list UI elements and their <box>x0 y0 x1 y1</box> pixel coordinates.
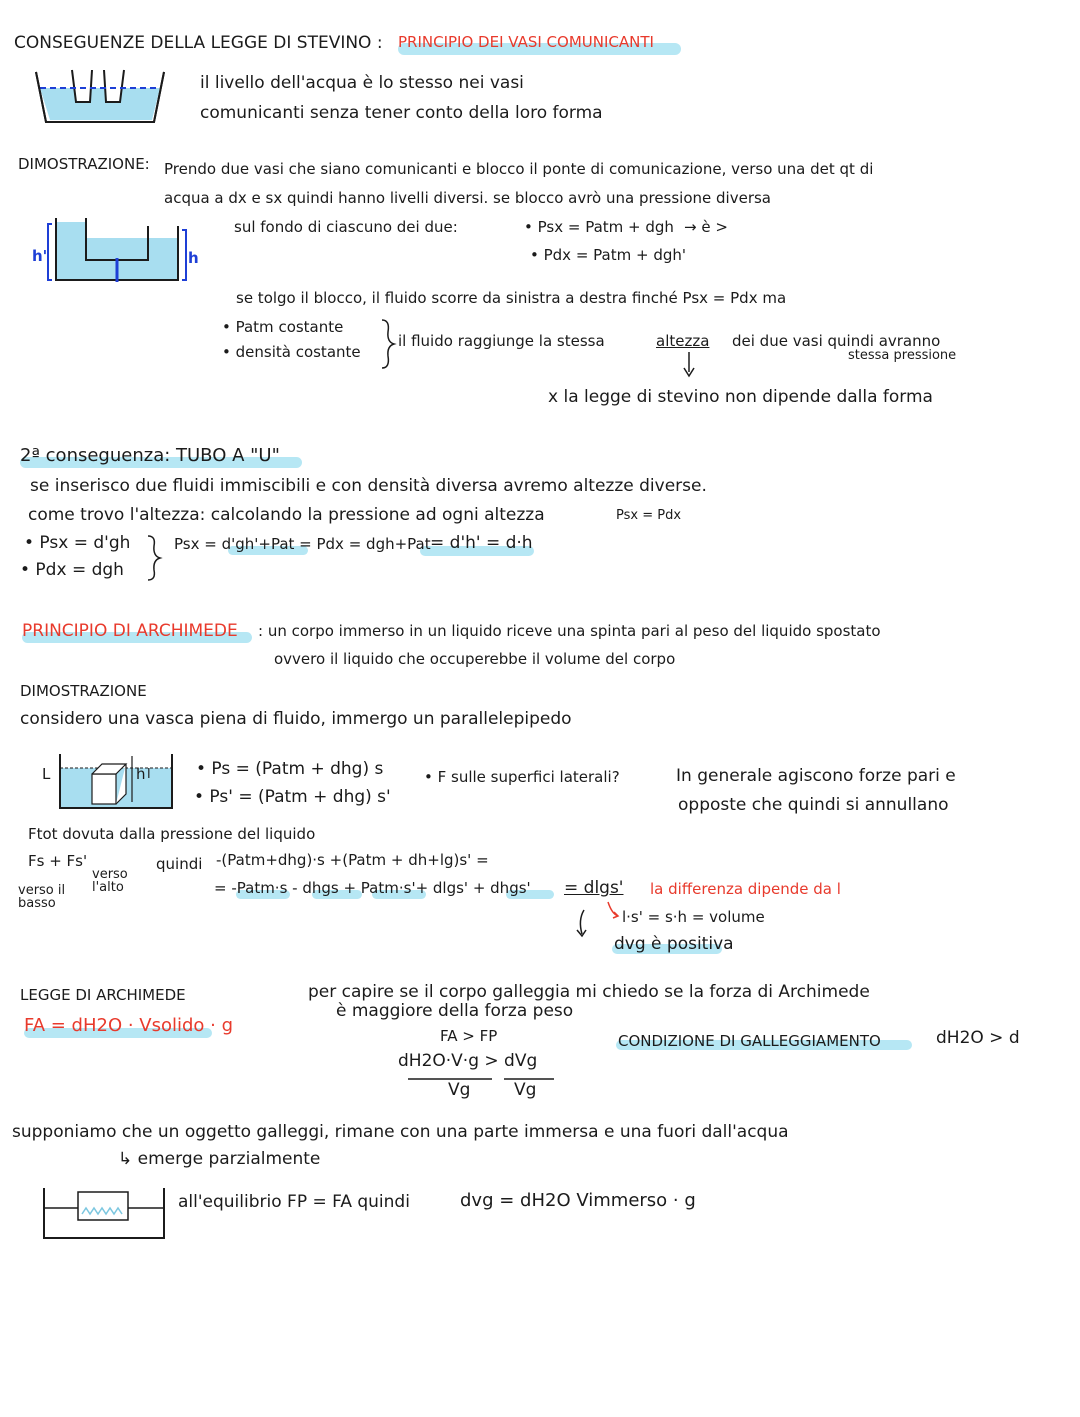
equation: • Pdx = Patm + dgh' <box>530 246 686 264</box>
conclusion: x la legge di stevino non dipende dalla forma <box>548 387 933 407</box>
equation: • Pdx = dgh <box>20 560 124 580</box>
text-line: il livello dell'acqua è lo stesso nei vasi <box>200 73 524 93</box>
equation-result: = d'h' = d·h <box>430 533 533 553</box>
label-h: h <box>136 765 146 783</box>
floating-object-figure <box>42 1186 168 1242</box>
text-line: se tolgo il blocco, il fluido scorre da sinistra a destra finché Psx = Pdx ma <box>236 289 787 307</box>
text-line: supponiamo che un oggetto galleggi, rimane con una parte immersa e una fuori dall'acqua <box>12 1122 789 1142</box>
text-line: se inserisco due fluidi immiscibili e con densità diversa avremo altezze diverse. <box>30 476 707 496</box>
equation: • Ps = (Patm + dhg) s <box>196 759 384 779</box>
demo-label: DIMOSTRAZIONE: <box>18 155 150 173</box>
inequality: FA > FP <box>440 1027 498 1045</box>
condition-equation: dH2O > d <box>936 1028 1020 1048</box>
arrow-down-icon <box>574 908 590 938</box>
brace <box>380 318 396 370</box>
text-line: dei due vasi quindi avranno <box>732 332 941 350</box>
text-line: ↳ emerge parzialmente <box>118 1149 321 1169</box>
text-line: come trovo l'altezza: calcolando la pressione ad ogni altezza <box>28 505 545 525</box>
equation: • Psx = Patm + dgh <box>524 218 674 236</box>
communicating-vessels-figure <box>34 66 174 126</box>
equation: • Ps' = (Patm + dhg) s' <box>194 787 391 807</box>
note: l·s' = s·h = volume <box>622 908 765 926</box>
text-line: sul fondo di ciascuno dei due: <box>234 218 458 236</box>
text-line: il fluido raggiunge la stessa <box>398 332 605 350</box>
text-line: considero una vasca piena di fluido, immergo un parallelepipedo <box>20 709 572 729</box>
section-title: 2ª conseguenza: TUBO A "U" <box>20 445 280 466</box>
submerged-block-figure <box>56 752 182 812</box>
verso-alto-note: verso l'alto <box>92 867 128 895</box>
text-line: opposte che quindi si annullano <box>678 795 949 815</box>
text-line: stessa pressione <box>848 348 957 363</box>
text-line: quindi <box>156 855 203 873</box>
equation-result: = dlgs' <box>564 878 624 898</box>
condition: • densità costante <box>222 343 361 361</box>
highlighted-word: altezza <box>656 332 710 350</box>
section-title: PRINCIPIO DI ARCHIMEDE <box>22 621 238 641</box>
text-line: è maggiore della forza peso <box>336 1001 574 1021</box>
arrow-icon <box>606 900 622 920</box>
text-line: ovvero il liquido che occuperebbe il volume del corpo <box>274 650 676 668</box>
text-line: Ftot dovuta dalla pressione del liquido <box>28 825 316 843</box>
text-line: In generale agiscono forze pari e <box>676 766 956 786</box>
blocked-vessels-figure <box>30 212 200 286</box>
fraction-denominator: Vg <box>448 1080 471 1100</box>
note-red: la differenza dipende da l <box>650 880 841 898</box>
equation: • Psx = d'gh <box>24 533 131 553</box>
condition: • Patm costante <box>222 318 344 336</box>
label-L: L <box>42 765 51 783</box>
principle-title: PRINCIPIO DEI VASI COMUNICANTI <box>398 33 654 51</box>
archimedes-formula: FA = dH2O · Vsolido · g <box>24 1015 234 1036</box>
text-line: • F sulle superfici laterali? <box>424 768 620 786</box>
equation: = -Patm·s - dhgs + Patm·s'+ dlgs' + dhgs' <box>214 879 531 897</box>
text-line: Prendo due vasi che siano comunicanti e blocco il ponte di comunicazione, verso una det qt di <box>164 160 874 178</box>
fraction-denominator: Vg <box>514 1080 537 1100</box>
equilibrium-equation: dvg = dH2O Vimmerso · g <box>460 1190 696 1211</box>
text-line: all'equilibrio FP = FA quindi <box>178 1192 410 1212</box>
vector-sum: Fs + Fs' <box>28 852 88 870</box>
label-h: h <box>188 249 199 267</box>
text-line: : un corpo immerso in un liquido riceve una spinta pari al peso del liquido spostato <box>258 622 881 640</box>
equation: → è > <box>684 218 728 236</box>
brace <box>146 534 162 582</box>
equation: -(Patm+dhg)·s +(Patm + dh+lg)s' = <box>216 851 489 869</box>
verso-basso-note: verso il basso <box>18 883 66 911</box>
label-l: l <box>147 767 151 782</box>
label-h-prime: h' <box>32 247 48 265</box>
equation: Psx = d'gh'+Pat = Pdx = dgh+Pat <box>174 535 431 553</box>
text-line: per capire se il corpo galleggia mi chiedo se la forza di Archimede <box>308 982 870 1002</box>
text-line: acqua a dx e sx quindi hanno livelli diversi. se blocco avrò una pressione diversa <box>164 189 771 207</box>
equation: Psx = Pdx <box>616 508 682 523</box>
inequality-fraction: dH2O·V·g > dVg <box>398 1051 538 1071</box>
section-title: LEGGE DI ARCHIMEDE <box>20 986 186 1004</box>
section-title: CONSEGUENZE DELLA LEGGE DI STEVINO : <box>14 33 383 53</box>
condition-title: CONDIZIONE DI GALLEGGIAMENTO <box>618 1032 881 1050</box>
demo-label: DIMOSTRAZIONE <box>20 682 147 700</box>
text-line: comunicanti senza tener conto della loro forma <box>200 103 603 123</box>
arrow-down-icon <box>682 352 696 378</box>
note: dvg è positiva <box>614 934 734 954</box>
